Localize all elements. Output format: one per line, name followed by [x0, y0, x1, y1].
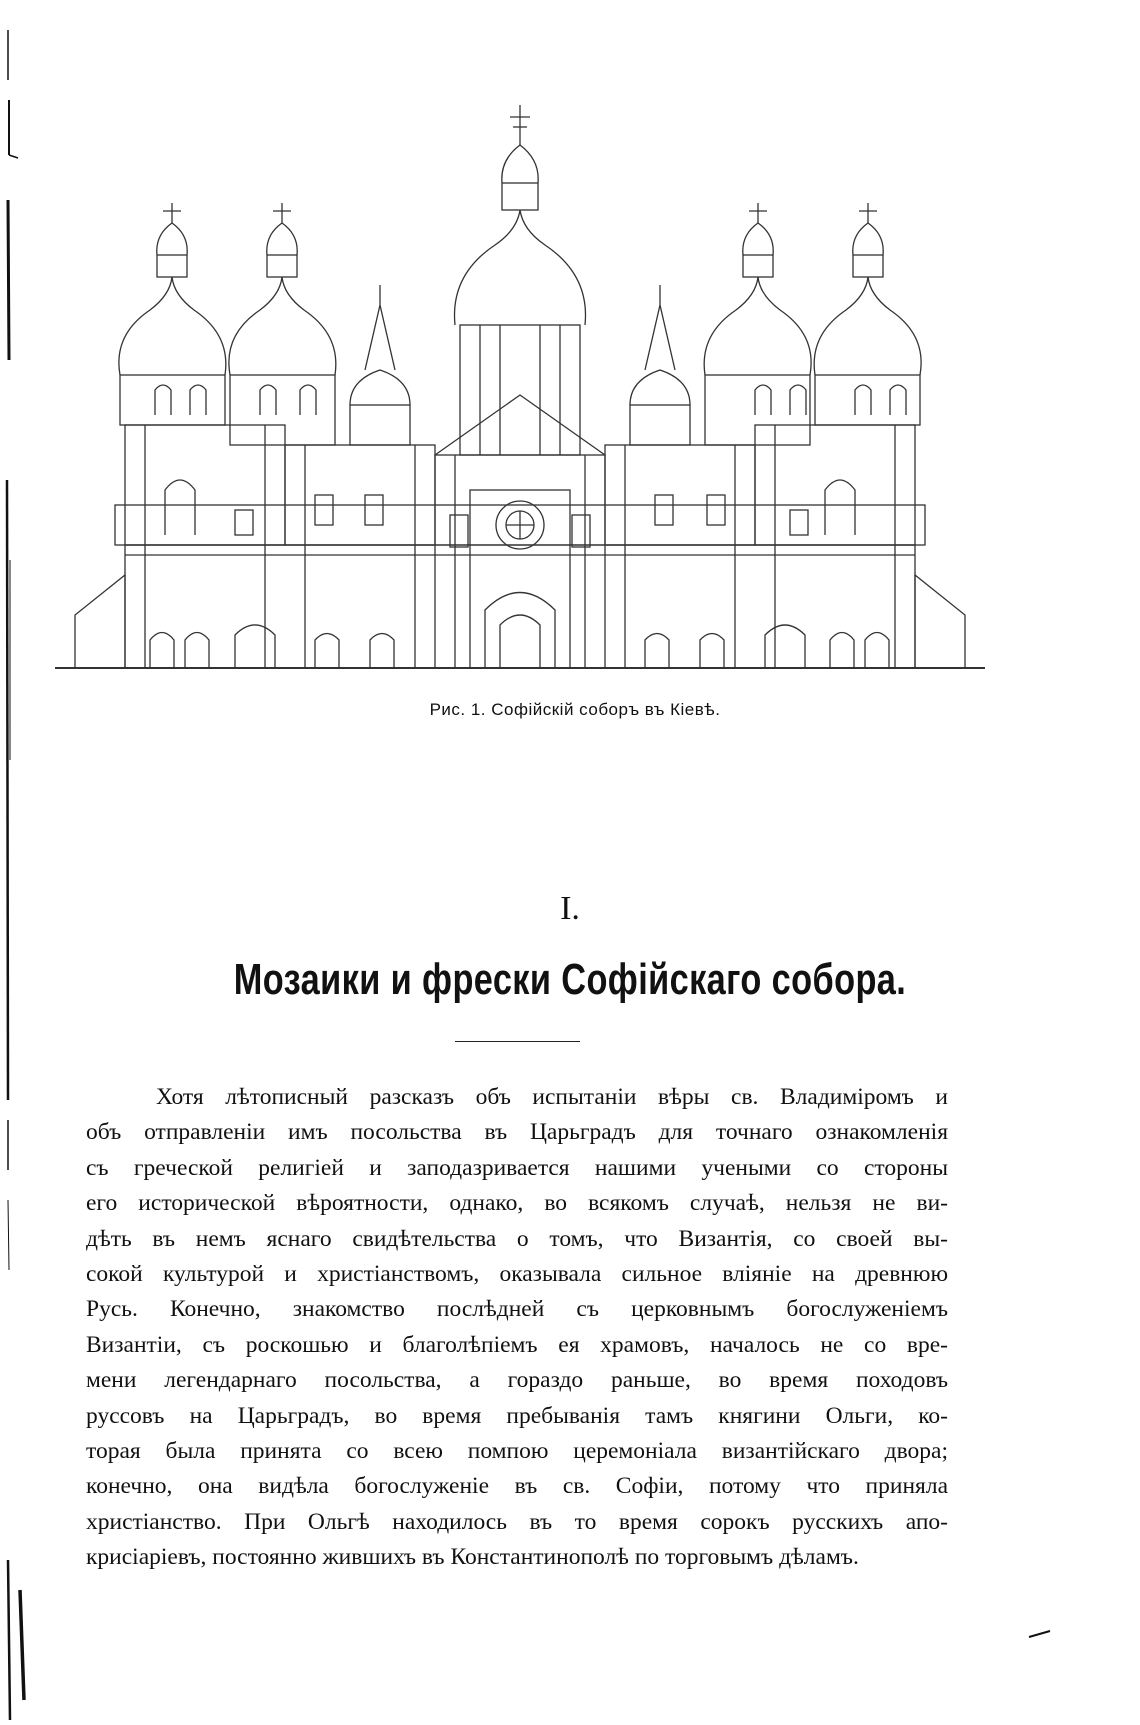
- cathedral-drawing: [55, 95, 985, 675]
- text-line: Византіи, съ роскошью и благолѣпіемъ ея храмовъ, началось не со вре-: [86, 1331, 948, 1358]
- text-line: Хотя лѣтописный разсказъ объ испытаніи вѣры св. Владиміромъ и: [156, 1084, 948, 1110]
- section-number: I.: [560, 890, 580, 927]
- section-title: Мозаики и фрески Софійскаго собора.: [233, 955, 907, 1004]
- text-line: крисіаріевъ, постоянно жившихъ въ Константинополѣ по торговымъ дѣламъ.: [86, 1544, 859, 1571]
- text-line: торая была принята со всею помпою церемоніала византійскаго двора;: [86, 1437, 948, 1464]
- text-line: объ отправленіи имъ посольства въ Царьградъ для точнаго ознакомленія: [86, 1119, 948, 1146]
- text-line: конечно, она видѣла богослуженіе въ св. Софіи, потому что приняла: [86, 1473, 948, 1500]
- text-line: руссовъ на Царьградъ, во время пребыванія тамъ княгини Ольги, ко-: [86, 1402, 948, 1429]
- body-paragraph: [86, 1080, 948, 1575]
- text-line: сокой культурой и христіанствомъ, оказывала сильное вліяніе на древнюю: [86, 1260, 948, 1287]
- text-line: съ греческой религіей и заподазривается нашими учеными со стороны: [86, 1154, 948, 1181]
- ink-mark: [1028, 1630, 1052, 1638]
- scan-edge-artifact: [0, 0, 30, 1725]
- title-rule: [455, 1041, 580, 1042]
- text-line: его исторической вѣроятности, однако, во всякомъ случаѣ, нельзя не ви-: [86, 1190, 948, 1217]
- text-line: мени легендарнаго посольства, а гораздо раньше, во время походовъ: [86, 1367, 948, 1394]
- figure-caption: Рис. 1. Софійскій соборъ въ Кіевѣ.: [429, 700, 721, 719]
- text-line: христіанство. При Ольгѣ находилось въ то время сорокъ русскихъ апо-: [86, 1508, 948, 1535]
- text-line: дѣть въ немъ яснаго свидѣтельства о томъ, что Византія, со своей вы-: [86, 1225, 948, 1252]
- text-line: Русь. Конечно, знакомство послѣдней съ церковнымъ богослуженіемъ: [86, 1296, 948, 1323]
